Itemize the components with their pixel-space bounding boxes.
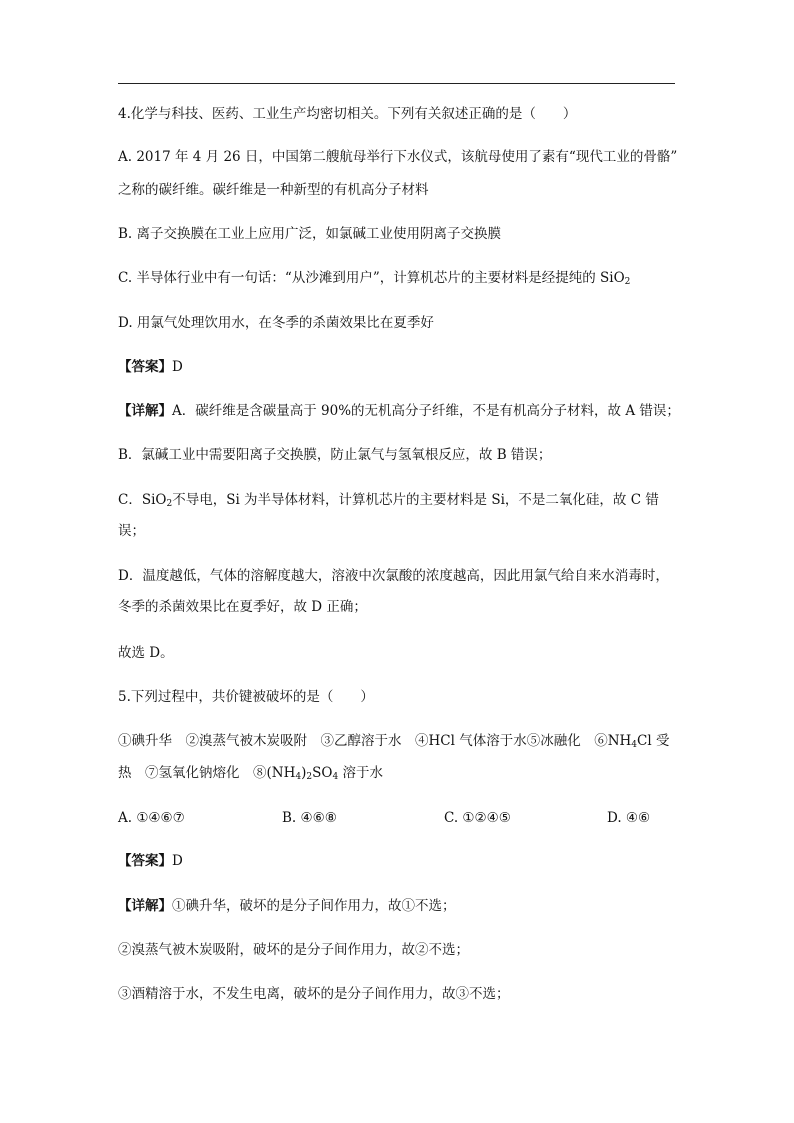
- q5-items-line1-pre: ①碘升华 ②溴蒸气被木炭吸附 ③乙醇溶于水 ④HCl 气体溶于水⑤冰融化 ⑥NH: [118, 733, 632, 749]
- q5-items-line2-sub3: 4: [332, 772, 339, 782]
- q5-detail-3: ③酒精溶于水，不发生电离，破坏的是分子间作用力，故③不选；: [118, 986, 510, 1002]
- q5-items-line1: [118, 731, 669, 751]
- q4-answer-value: D: [172, 359, 183, 375]
- q5-items-line2-pre: 热 ⑦氢氧化钠熔化 ⑧(NH: [118, 765, 296, 781]
- q4-option-a-line1: A. 2017 年 4 月 26 日，中国第二艘航母举行下水仪式，该航母使用了素有“现代工业的骨骼”: [118, 149, 678, 165]
- q5-items-line2-post: 溶于水: [338, 765, 383, 781]
- q4-detail-c-line2: 误；: [118, 523, 145, 539]
- q5-answer: [118, 851, 183, 871]
- q4-option-c: [118, 268, 630, 288]
- q4-detail-c-pre: C．SiO: [118, 492, 167, 508]
- q5-answer-value: D: [172, 853, 183, 869]
- q4-stem: 4.化学与科技、医药、工业生产均密切相关。下列有关叙述正确的是（ ）: [118, 106, 577, 122]
- q5-items-line2-mid: ): [301, 765, 307, 781]
- q4-answer-label: 【答案】: [118, 359, 172, 375]
- q5-answer-label: 【答案】: [118, 853, 172, 869]
- q4-detail-a: [118, 401, 680, 421]
- q4-detail-b: B．氯碱工业中需要阳离子交换膜，防止氯气与氢氧根反应，故 B 错误；: [118, 447, 552, 463]
- q4-detail-c-post: 不导电，Si 为半导体材料，计算机芯片的主要材料是 Si，不是二氧化硅，故 C 错: [172, 492, 659, 508]
- q4-detail-label: 【详解】: [118, 403, 172, 419]
- q4-answer: [118, 357, 183, 377]
- q5-option-d: D. ④⑥: [607, 810, 651, 826]
- q5-items-line2-sub1: 4: [295, 772, 302, 782]
- q5-items-line2-sub2: 2: [306, 772, 313, 782]
- q5-option-a: A. ①④⑥⑦: [118, 810, 185, 826]
- q5-items-line1-subscript: 4: [631, 740, 638, 750]
- q4-detail-d-line2: 冬季的杀菌效果比在夏季好，故 D 正确；: [118, 599, 367, 615]
- q5-stem: 5.下列过程中，共价键被破坏的是（ ）: [118, 689, 374, 705]
- q4-option-d: D. 用氯气处理饮用水，在冬季的杀菌效果比在夏季好: [118, 315, 434, 331]
- q5-items-line2-mid2: SO: [312, 765, 333, 781]
- q4-detail-c-subscript: 2: [166, 499, 173, 509]
- q4-detail-d-line1: D．温度越低，气体的溶解度越大，溶液中次氯酸的浓度越高，因此用氯气给自来水消毒时，: [118, 568, 669, 584]
- header-rule: [118, 83, 675, 84]
- q5-detail-label: 【详解】: [118, 898, 172, 914]
- q5-option-c: C. ①②④⑤: [444, 810, 511, 826]
- q5-detail-1: [118, 896, 456, 916]
- q4-detail-a-text: A．碳纤维是含碳量高于 90%的无机高分子纤维，不是有机高分子材料，故 A 错误；: [172, 403, 680, 419]
- q4-detail-c: [118, 490, 659, 510]
- q4-option-c-subscript: 2: [624, 277, 631, 287]
- q4-option-b: B. 离子交换膜在工业上应用广泛，如氯碱工业使用阴离子交换膜: [118, 226, 502, 242]
- q4-option-c-text: C. 半导体行业中有一句话：“从沙滩到用户”，计算机芯片的主要材料是经提纯的 SiO: [118, 270, 625, 286]
- q5-option-b: B. ④⑥⑧: [282, 810, 337, 826]
- q5-detail-2: ②溴蒸气被木炭吸附，破坏的是分子间作用力，故②不选；: [118, 942, 469, 958]
- q4-option-a-line2: 之称的碳纤维。碳纤维是一种新型的有机高分子材料: [118, 182, 429, 198]
- q5-items-line1-post: Cl 受: [637, 733, 670, 749]
- q5-detail-1-text: ①碘升华，破坏的是分子间作用力，故①不选；: [172, 898, 456, 914]
- q4-conclusion: 故选 D。: [118, 645, 174, 661]
- q5-items-line2: [118, 763, 383, 783]
